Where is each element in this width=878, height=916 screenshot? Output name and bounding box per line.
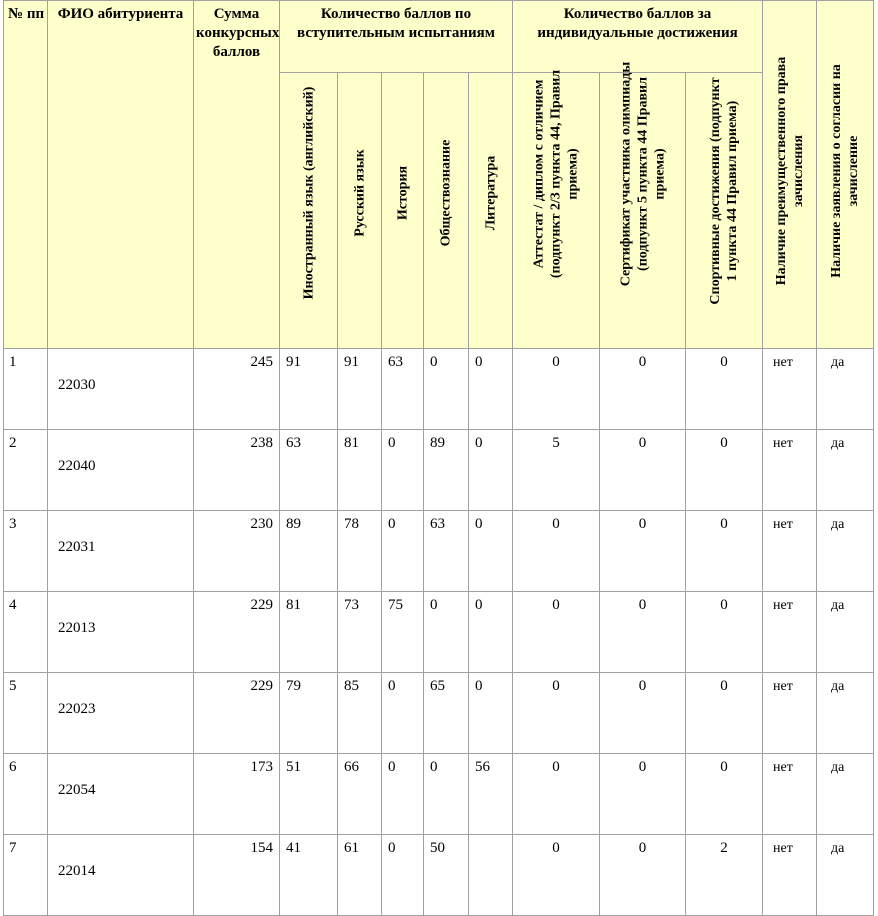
- total-score: 245: [194, 349, 280, 430]
- exam-score: 91: [280, 349, 338, 430]
- exam-score: 0: [469, 349, 513, 430]
- exam-score: 89: [280, 511, 338, 592]
- exam-score: 85: [338, 673, 382, 754]
- header-ach-olympiad: Сертификат участника олимпиады (подпункт 5 пункта 44 Правил приема): [600, 73, 686, 349]
- row-number: 3: [4, 511, 48, 592]
- exam-score: 0: [469, 430, 513, 511]
- table-row: [4, 835, 874, 916]
- exam-score: 0: [469, 511, 513, 592]
- achievement-score: 0: [686, 430, 763, 511]
- applicant-id: 22031: [48, 511, 194, 592]
- applicant-id: 22013: [48, 592, 194, 673]
- exam-score: 0: [382, 835, 424, 916]
- header-exams-group: Количество баллов по вступительным испытаниям: [280, 1, 513, 73]
- consent-flag: да: [817, 754, 874, 835]
- exam-score: 91: [338, 349, 382, 430]
- achievement-score: 0: [600, 754, 686, 835]
- exam-score: 41: [280, 835, 338, 916]
- achievement-score: 0: [600, 349, 686, 430]
- consent-flag: да: [817, 511, 874, 592]
- achievement-score: 0: [513, 754, 600, 835]
- header-achievements-group: Количество баллов за индивидуальные достижения: [513, 1, 763, 73]
- consent-flag: да: [817, 349, 874, 430]
- achievement-score: 0: [686, 349, 763, 430]
- priority-right: нет: [763, 592, 817, 673]
- achievement-score: 0: [600, 673, 686, 754]
- applicant-id: 22023: [48, 673, 194, 754]
- header-priority: Наличие преимущественного права зачисления: [763, 1, 817, 349]
- exam-score: 0: [469, 673, 513, 754]
- exam-score: 79: [280, 673, 338, 754]
- priority-right: нет: [763, 835, 817, 916]
- priority-right: нет: [763, 754, 817, 835]
- exam-score: 0: [382, 673, 424, 754]
- total-score: 229: [194, 673, 280, 754]
- priority-right: нет: [763, 673, 817, 754]
- achievement-score: 0: [513, 349, 600, 430]
- header-ach-sports: Спортивные достижения (подпункт 1 пункта 44 Правил приема): [686, 73, 763, 349]
- exam-score: 61: [338, 835, 382, 916]
- table-row: [4, 349, 874, 430]
- exam-score: 63: [424, 511, 469, 592]
- table-row: [4, 592, 874, 673]
- achievement-score: 0: [600, 511, 686, 592]
- table-row: [4, 511, 874, 592]
- exam-score: 66: [338, 754, 382, 835]
- total-score: 230: [194, 511, 280, 592]
- achievement-score: 2: [686, 835, 763, 916]
- exam-score: 63: [382, 349, 424, 430]
- exam-score: 73: [338, 592, 382, 673]
- achievement-score: 0: [686, 511, 763, 592]
- achievement-score: 0: [686, 754, 763, 835]
- exam-score: 0: [424, 349, 469, 430]
- table-row: [4, 430, 874, 511]
- exam-score: 89: [424, 430, 469, 511]
- exam-score: 0: [382, 511, 424, 592]
- exam-score: 56: [469, 754, 513, 835]
- exam-score: 50: [424, 835, 469, 916]
- total-score: 238: [194, 430, 280, 511]
- row-number: 7: [4, 835, 48, 916]
- total-score: 173: [194, 754, 280, 835]
- consent-flag: да: [817, 592, 874, 673]
- total-score: 229: [194, 592, 280, 673]
- header-name: ФИО абитуриента: [48, 1, 194, 349]
- header-exam-social-studies: Обществознание: [424, 73, 469, 349]
- achievement-score: 0: [513, 592, 600, 673]
- applicant-id: 22040: [48, 430, 194, 511]
- applicants-table: [3, 0, 874, 916]
- exam-score: 0: [469, 592, 513, 673]
- consent-flag: да: [817, 430, 874, 511]
- achievement-score: 0: [686, 673, 763, 754]
- exam-score: 81: [280, 592, 338, 673]
- applicant-id: 22014: [48, 835, 194, 916]
- achievement-score: 0: [513, 835, 600, 916]
- table-row: [4, 754, 874, 835]
- row-number: 1: [4, 349, 48, 430]
- exam-score: 78: [338, 511, 382, 592]
- achievement-score: 0: [513, 511, 600, 592]
- row-number: 6: [4, 754, 48, 835]
- achievement-score: 0: [686, 592, 763, 673]
- achievement-score: 0: [600, 592, 686, 673]
- exam-score: 75: [382, 592, 424, 673]
- header-exam-history: История: [382, 73, 424, 349]
- header-ach-diploma: Аттестат / диплом с отличием (подпункт 2/3 пункта 44, Правил приема): [513, 73, 600, 349]
- achievement-score: 0: [600, 430, 686, 511]
- consent-flag: да: [817, 673, 874, 754]
- exam-score: 0: [424, 754, 469, 835]
- row-number: 5: [4, 673, 48, 754]
- exam-score: 81: [338, 430, 382, 511]
- header-num: № пп: [4, 1, 48, 349]
- achievement-score: 5: [513, 430, 600, 511]
- row-number: 2: [4, 430, 48, 511]
- exam-score: 0: [424, 592, 469, 673]
- exam-score: 63: [280, 430, 338, 511]
- exam-score: 0: [382, 754, 424, 835]
- priority-right: нет: [763, 430, 817, 511]
- applicant-id: 22030: [48, 349, 194, 430]
- header-exam-russian: Русский язык: [338, 73, 382, 349]
- total-score: 154: [194, 835, 280, 916]
- header-consent: Наличие заявления о согласии на зачисление: [817, 1, 874, 349]
- table-row: [4, 673, 874, 754]
- exam-score: 65: [424, 673, 469, 754]
- exam-score: 51: [280, 754, 338, 835]
- consent-flag: да: [817, 835, 874, 916]
- header-exam-foreign-language: Иностранный язык (английский): [280, 73, 338, 349]
- priority-right: нет: [763, 511, 817, 592]
- priority-right: нет: [763, 349, 817, 430]
- exam-score: [469, 835, 513, 916]
- header-exam-literature: Литература: [469, 73, 513, 349]
- achievement-score: 0: [513, 673, 600, 754]
- row-number: 4: [4, 592, 48, 673]
- exam-score: 0: [382, 430, 424, 511]
- applicant-id: 22054: [48, 754, 194, 835]
- header-sum: Сумма конкурсных баллов: [194, 1, 280, 349]
- achievement-score: 0: [600, 835, 686, 916]
